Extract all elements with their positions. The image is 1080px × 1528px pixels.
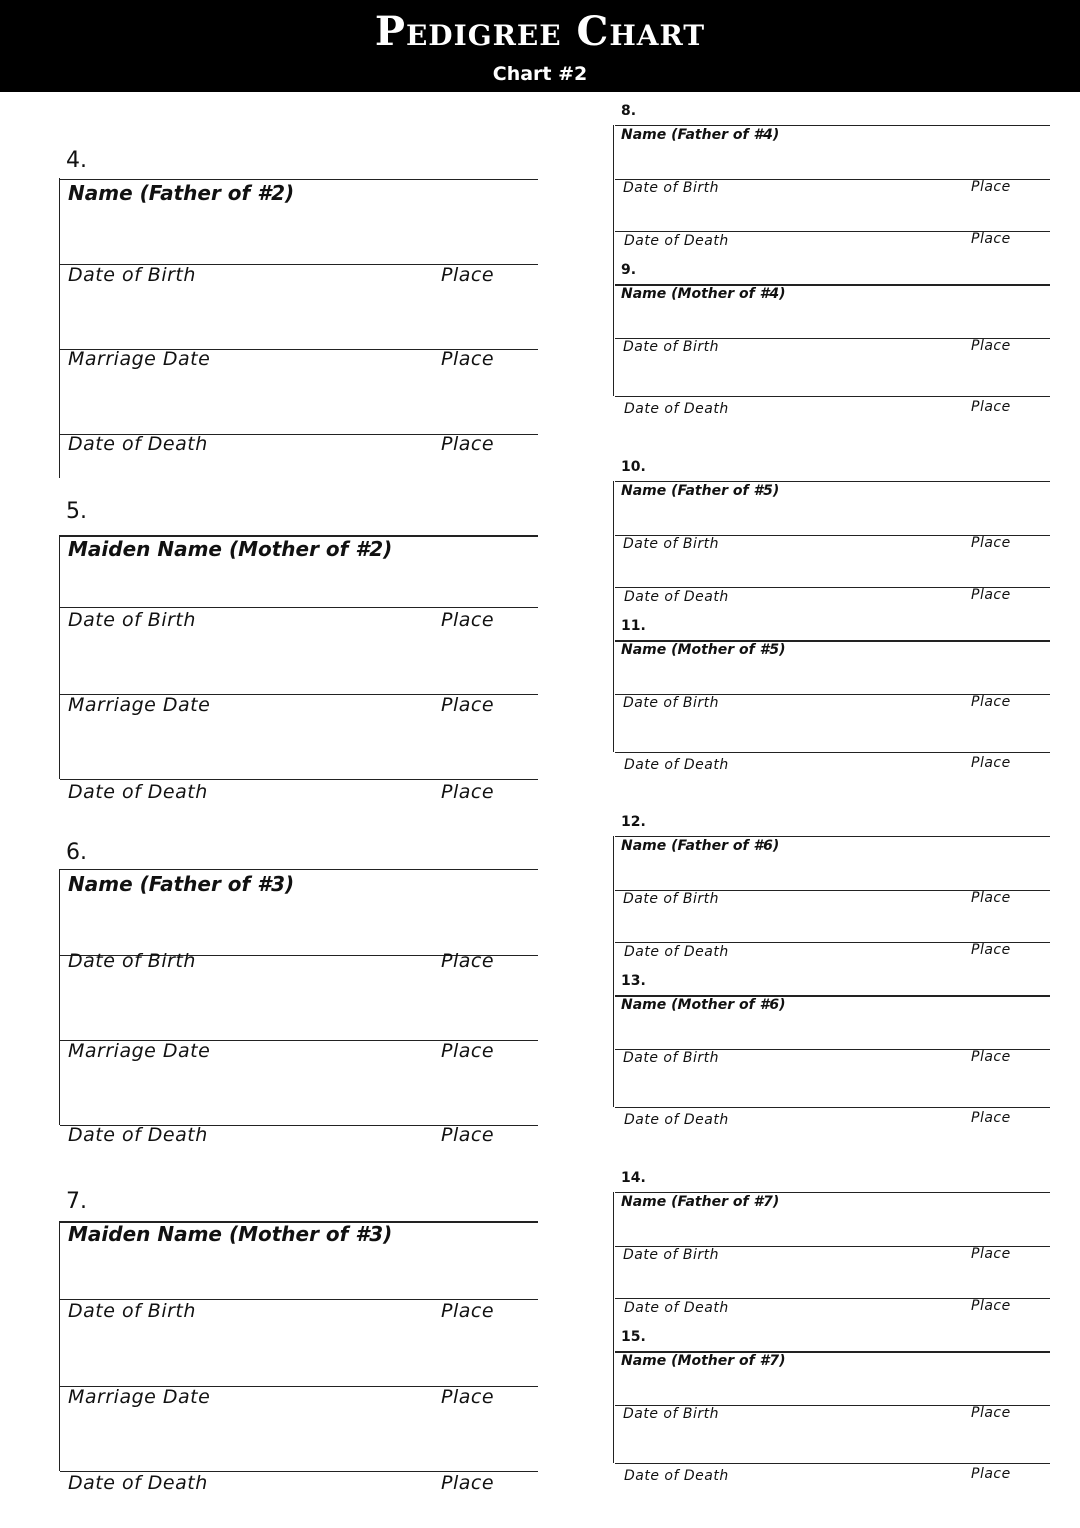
date-of-birth-label[interactable]: Date of Birth: [623, 339, 719, 355]
place-label[interactable]: Place: [441, 781, 495, 803]
field-line: [60, 179, 538, 180]
place-label[interactable]: Place: [441, 348, 495, 370]
date-of-death-label[interactable]: Date of Death: [624, 233, 729, 249]
place-label[interactable]: Place: [441, 950, 495, 972]
date-of-birth-label[interactable]: Date of Birth: [623, 1050, 719, 1066]
date-of-birth-label[interactable]: Date of Birth: [68, 264, 196, 286]
place-label[interactable]: Place: [971, 231, 1011, 247]
place-label[interactable]: Place: [441, 433, 495, 455]
person-number: 13.: [621, 973, 646, 989]
person-number: 10.: [621, 459, 646, 475]
name-field-label[interactable]: Name (Mother of #5): [621, 642, 786, 658]
box-border: [59, 869, 60, 1125]
field-line: [60, 607, 538, 608]
field-line: [615, 481, 1050, 482]
date-of-death-label[interactable]: Date of Death: [624, 757, 729, 773]
name-field-label[interactable]: Name (Mother of #7): [621, 1353, 786, 1369]
box-border: [59, 1221, 60, 1471]
date-of-birth-label[interactable]: Date of Birth: [623, 695, 719, 711]
date-of-death-label[interactable]: Date of Death: [68, 1472, 208, 1494]
field-line: [60, 779, 538, 780]
name-field-label[interactable]: Name (Father of #7): [621, 1194, 780, 1210]
name-field-label[interactable]: Maiden Name (Mother of #3): [68, 1222, 393, 1246]
place-label[interactable]: Place: [441, 609, 495, 631]
field-line: [615, 396, 1050, 397]
date-of-birth-label[interactable]: Date of Birth: [623, 180, 719, 196]
place-label[interactable]: Place: [971, 338, 1011, 354]
name-field-label[interactable]: Name (Father of #5): [621, 483, 780, 499]
date-of-death-label[interactable]: Date of Death: [624, 944, 729, 960]
marriage-date-label[interactable]: Marriage Date: [68, 348, 211, 370]
place-label[interactable]: Place: [441, 1386, 495, 1408]
box-border: [613, 125, 614, 396]
place-label[interactable]: Place: [441, 1472, 495, 1494]
date-of-birth-label[interactable]: Date of Birth: [623, 536, 719, 552]
field-line: [615, 125, 1050, 126]
marriage-date-label[interactable]: Marriage Date: [68, 1386, 211, 1408]
date-of-death-label[interactable]: Date of Death: [68, 433, 208, 455]
name-field-label[interactable]: Name (Father of #2): [68, 181, 295, 205]
date-of-birth-label[interactable]: Date of Birth: [68, 1300, 196, 1322]
field-line: [615, 1107, 1050, 1108]
place-label[interactable]: Place: [971, 535, 1011, 551]
person-number: 8.: [621, 103, 637, 119]
field-line: [615, 752, 1050, 753]
person-number: 9.: [621, 262, 637, 278]
marriage-date-label[interactable]: Marriage Date: [68, 1040, 211, 1062]
place-label[interactable]: Place: [971, 1298, 1011, 1314]
box-border: [613, 1192, 614, 1463]
person-number: 12.: [621, 814, 646, 830]
box-border: [59, 535, 60, 779]
place-label[interactable]: Place: [971, 587, 1011, 603]
place-label[interactable]: Place: [971, 1049, 1011, 1065]
date-of-death-label[interactable]: Date of Death: [68, 781, 208, 803]
place-label[interactable]: Place: [441, 1300, 495, 1322]
place-label[interactable]: Place: [441, 694, 495, 716]
place-label[interactable]: Place: [971, 694, 1011, 710]
field-line: [615, 1192, 1050, 1193]
name-field-label[interactable]: Name (Mother of #6): [621, 997, 786, 1013]
place-label[interactable]: Place: [971, 1110, 1011, 1126]
chart-number: Chart #2: [492, 63, 588, 85]
name-field-label[interactable]: Name (Father of #4): [621, 127, 780, 143]
date-of-birth-label[interactable]: Date of Birth: [623, 891, 719, 907]
place-label[interactable]: Place: [971, 1246, 1011, 1262]
place-label[interactable]: Place: [971, 890, 1011, 906]
place-label[interactable]: Place: [441, 1040, 495, 1062]
date-of-death-label[interactable]: Date of Death: [624, 589, 729, 605]
person-number: 6.: [66, 840, 87, 865]
place-label[interactable]: Place: [971, 399, 1011, 415]
marriage-date-label[interactable]: Marriage Date: [68, 694, 211, 716]
page-header: [0, 0, 1080, 92]
person-number: 15.: [621, 1329, 646, 1345]
place-label[interactable]: Place: [441, 1124, 495, 1146]
field-line: [60, 869, 538, 870]
place-label[interactable]: Place: [971, 1405, 1011, 1421]
date-of-death-label[interactable]: Date of Death: [68, 1124, 208, 1146]
field-line: [615, 1463, 1050, 1464]
page-title: Pedigree Chart: [374, 8, 706, 55]
box-border: [613, 836, 614, 1107]
date-of-death-label[interactable]: Date of Death: [624, 1468, 729, 1484]
date-of-birth-label[interactable]: Date of Birth: [68, 609, 196, 631]
person-number: 11.: [621, 618, 646, 634]
person-number: 7.: [66, 1189, 87, 1214]
place-label[interactable]: Place: [971, 755, 1011, 771]
place-label[interactable]: Place: [971, 179, 1011, 195]
date-of-birth-label[interactable]: Date of Birth: [68, 950, 196, 972]
date-of-death-label[interactable]: Date of Death: [624, 1112, 729, 1128]
box-border: [59, 178, 60, 478]
person-number: 14.: [621, 1170, 646, 1186]
place-label[interactable]: Place: [971, 942, 1011, 958]
date-of-death-label[interactable]: Date of Death: [624, 1300, 729, 1316]
name-field-label[interactable]: Name (Father of #6): [621, 838, 780, 854]
date-of-birth-label[interactable]: Date of Birth: [623, 1406, 719, 1422]
place-label[interactable]: Place: [971, 1466, 1011, 1482]
person-number: 4.: [66, 148, 87, 173]
place-label[interactable]: Place: [441, 264, 495, 286]
name-field-label[interactable]: Maiden Name (Mother of #2): [68, 537, 393, 561]
date-of-death-label[interactable]: Date of Death: [624, 401, 729, 417]
name-field-label[interactable]: Name (Father of #3): [68, 872, 295, 896]
field-line: [615, 836, 1050, 837]
person-number: 5.: [66, 499, 87, 524]
date-of-birth-label[interactable]: Date of Birth: [623, 1247, 719, 1263]
box-border: [613, 481, 614, 752]
name-field-label[interactable]: Name (Mother of #4): [621, 286, 786, 302]
